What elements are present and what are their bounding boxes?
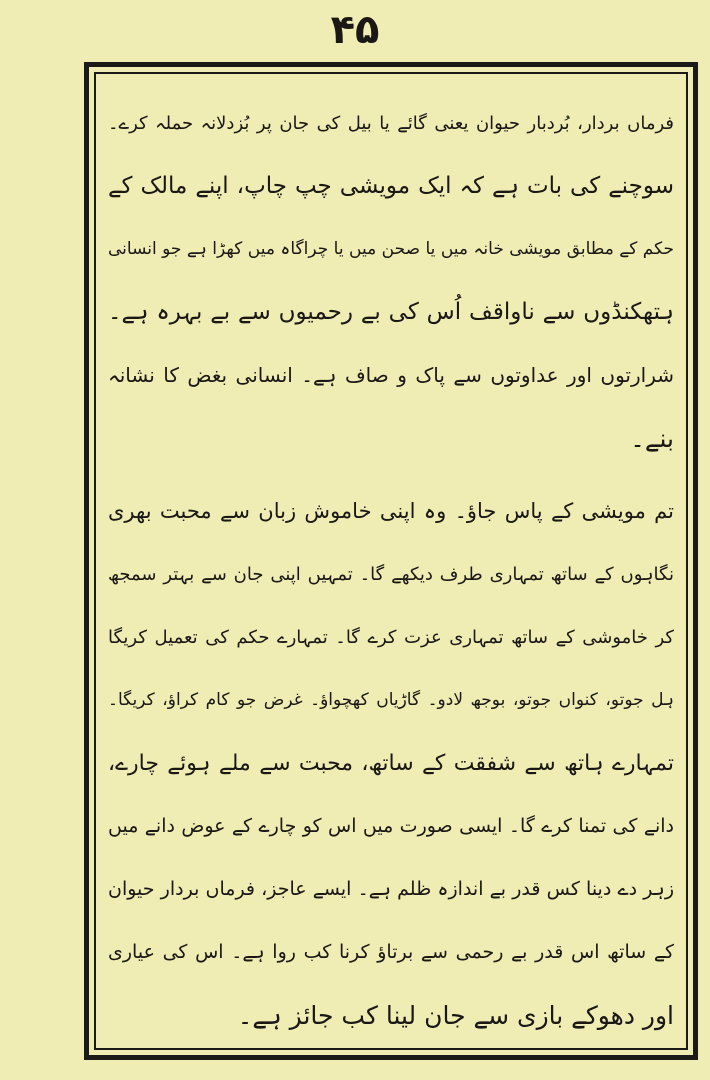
text-line: ہل جوتو، کنواں جوتو، بوجھ لادو۔ گاڑیاں کھچواؤ۔ غرض جو کام کراؤ، کریگا۔ xyxy=(108,690,674,710)
text-line: شرارتوں اور عداوتوں سے پاک و صاف ہے۔ انسانی بغض کا نشانہ xyxy=(108,363,674,387)
text-line: حکم کے مطابق مویشی خانہ میں یا صحن میں یا چراگاہ میں کھڑا ہے جو انسانی xyxy=(108,239,674,259)
body-text xyxy=(108,92,674,1047)
text-line: کر خاموشی کے ساتھ تمہاری عزت کرے گا۔ تمہارے حکم کی تعمیل کریگا xyxy=(108,627,674,648)
text-line: تم مویشی کے پاس جاؤ۔ وہ اپنی خاموش زبان سے محبت بھری xyxy=(108,499,674,523)
text-line: بنے۔ xyxy=(630,424,674,453)
text-line: کے ساتھ اس قدر بے رحمی سے برتاؤ کرنا کب روا ہے۔ اس کی عیاری xyxy=(108,941,674,963)
text-line: سوچنے کی بات ہے کہ ایک مویشی چپ چاپ، اپنے مالک کے xyxy=(108,173,674,199)
text-line: تمہارے ہاتھ سے شفقت کے ساتھ، محبت سے ملے ہوئے چارے، xyxy=(108,751,674,776)
text-line: ہتھکنڈوں سے ناواقف اُس کی بے رحمیوں سے بے بہرہ ہے۔ xyxy=(108,299,674,325)
text-line: زہر دے دینا کس قدر بے اندازہ ظلم ہے۔ ایسے عاجز، فرماں بردار حیوان xyxy=(108,878,674,900)
page-number: ۴۵ xyxy=(330,7,380,53)
text-line: نگاہوں کے ساتھ تمہاری طرف دیکھے گا۔ تمہیں اپنی جان سے بہتر سمجھ xyxy=(108,564,674,585)
paragraph-gap xyxy=(108,470,674,480)
text-line: اور دھوکے بازی سے جان لینا کب جائز ہے۔ xyxy=(237,1001,674,1030)
text-line: فرماں بردار، بُردبار حیوان یعنی گائے یا بیل کی جان پر بُزدلانہ حملہ کرے۔ xyxy=(108,113,674,134)
text-line: دانے کی تمنا کرے گا۔ ایسی صورت میں اس کو چارے کے عوض دانے میں xyxy=(108,815,674,837)
